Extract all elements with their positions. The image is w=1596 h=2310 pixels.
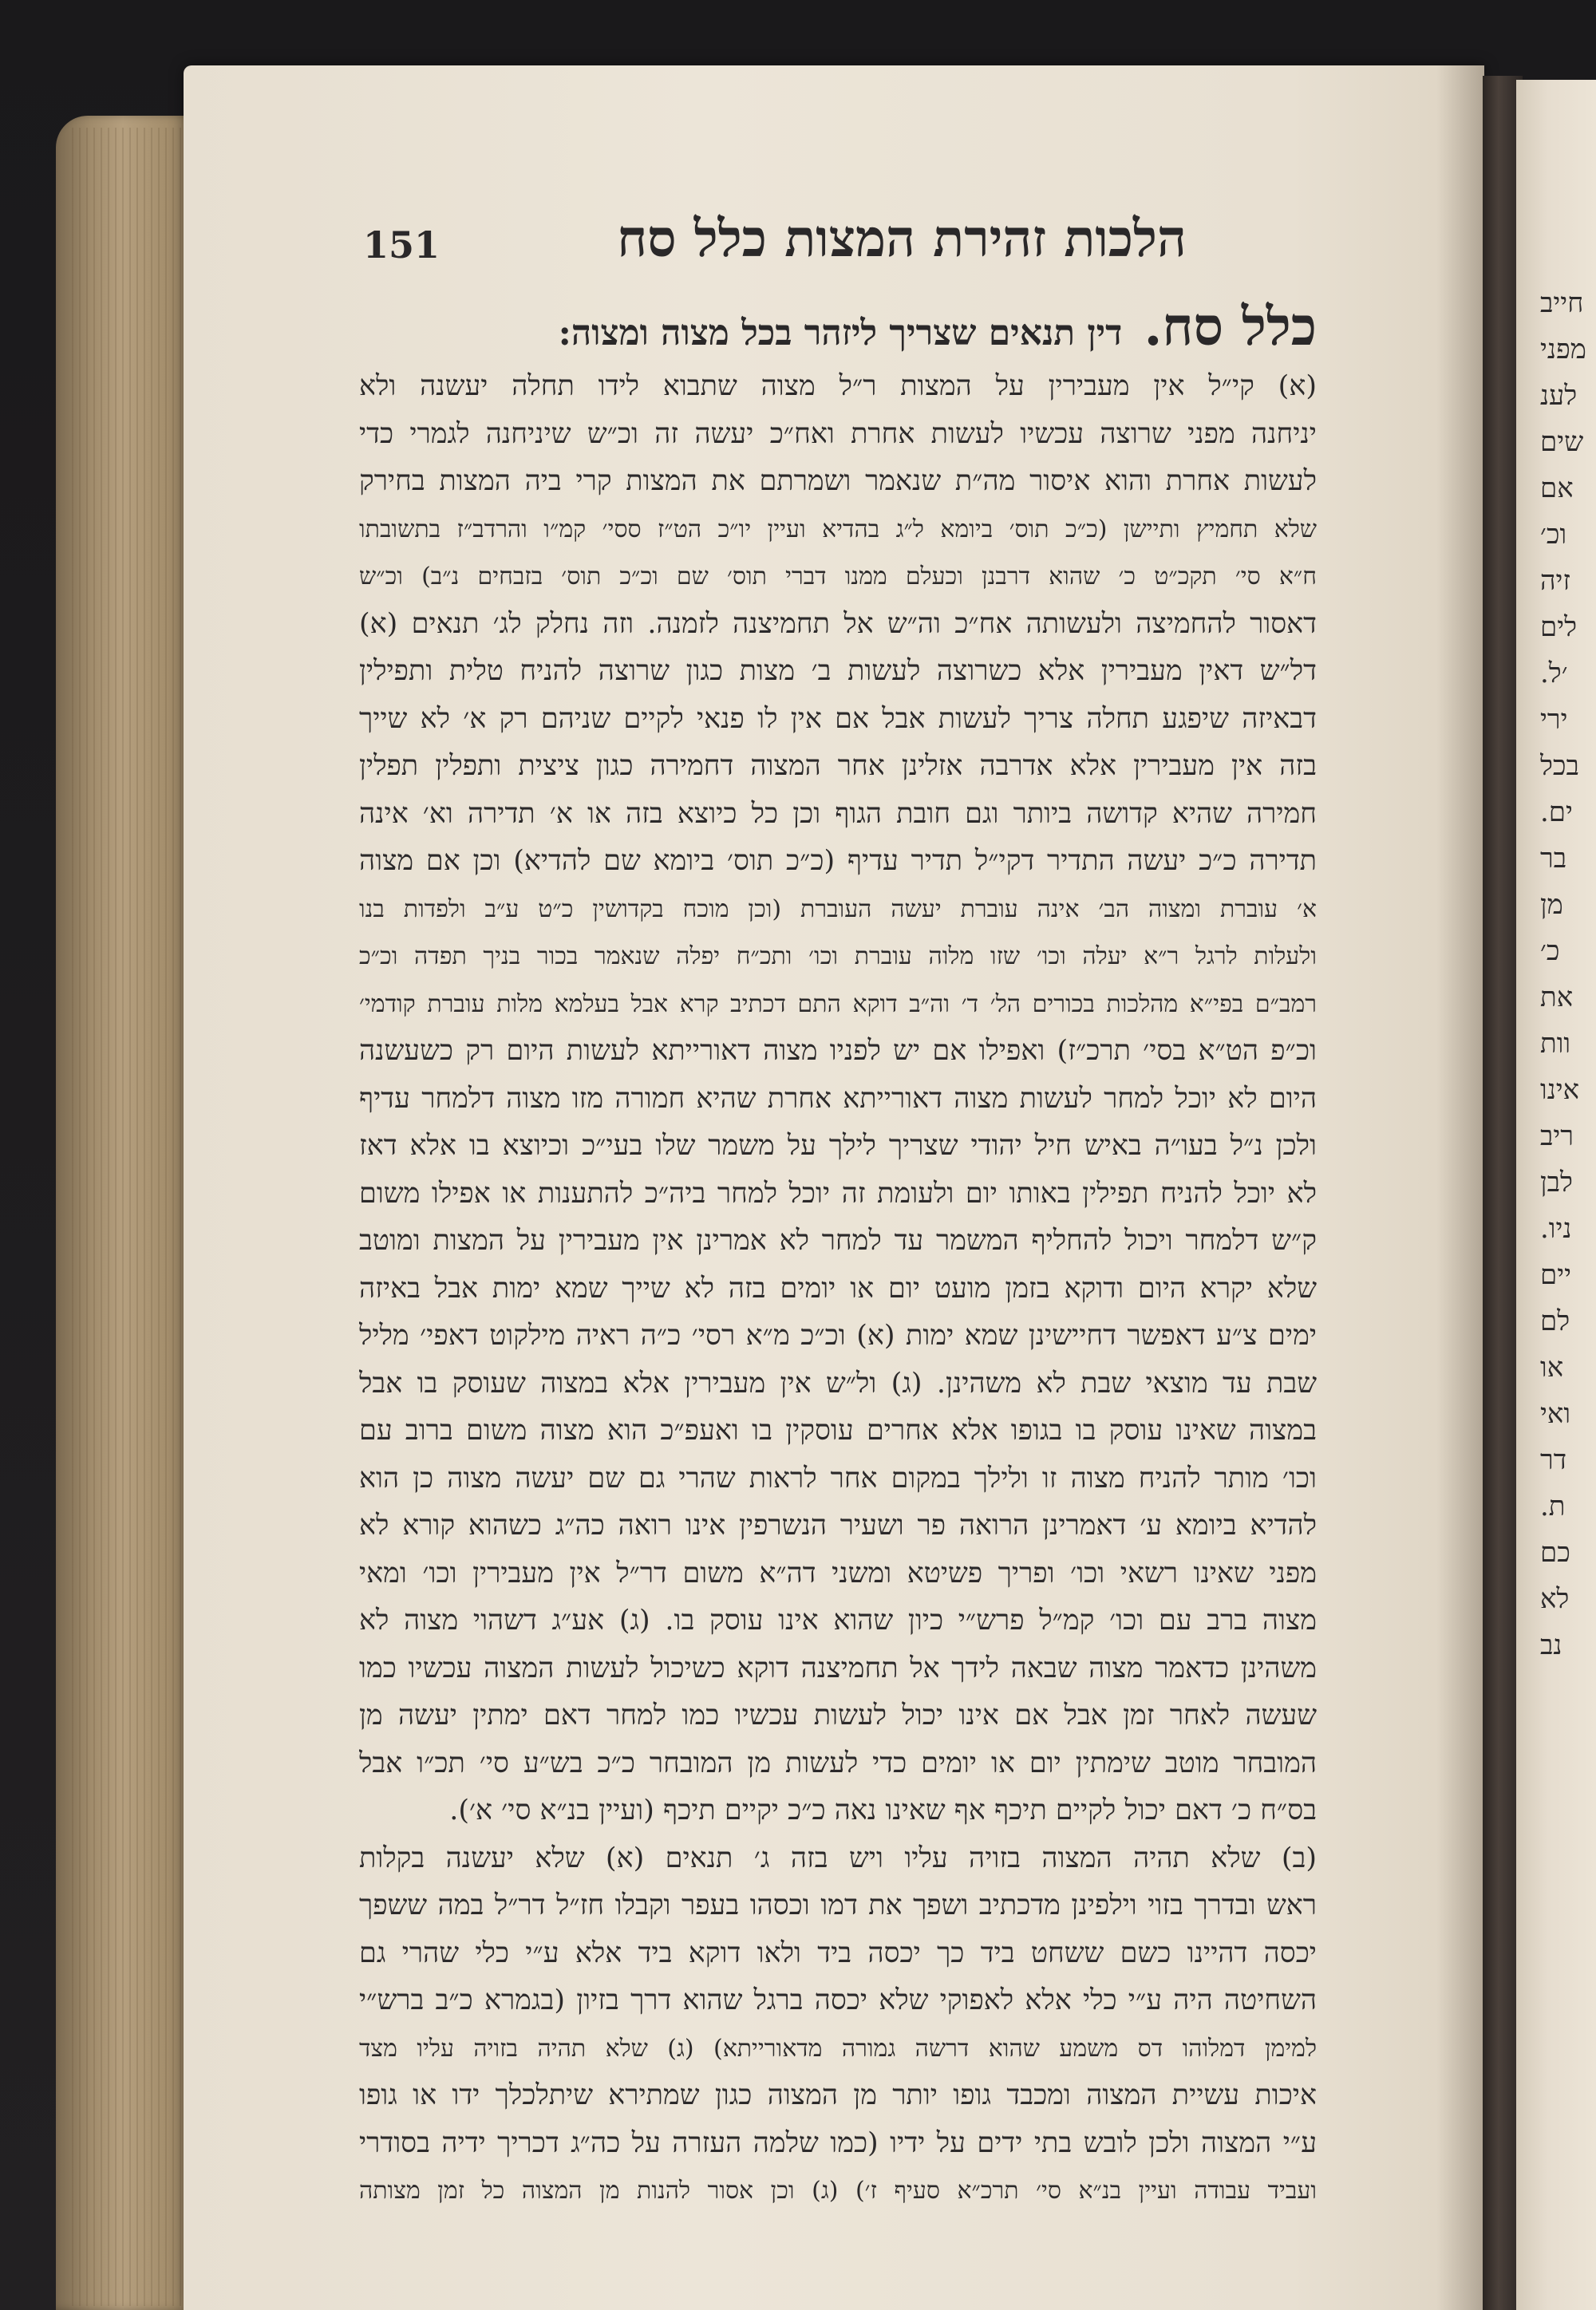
text-line: (ב) שלא תהיה המצוה בזויה עליו ויש בזה ג׳ תנאים (א) שלא יעשנה בקלות (359, 1842, 1317, 1874)
facing-page-fragment: ים. (1540, 796, 1573, 828)
text-line: דאסור להחמיצה ולעשותה אח״כ וה״ש אל תחמיצנה לזמנה. וזה נחלק לג׳ תנאים (א) (359, 607, 1317, 640)
facing-page-fragment: כם (1540, 1537, 1570, 1569)
text-line: שלא תחמיץ ותיישן (כ״כ תוס׳ ביומא ל״ג בהדיא ועיין יו״כ הט״ז ססי׳ קמ״ו והרדב״ז בתשובתו (359, 515, 1317, 543)
running-head: הלכות זהירת המצות כלל סח (617, 209, 1187, 269)
text-line: משהינן כדאמר מצוה שבאה לידך אל תחמיצנה דוקא כשיכול לעשות המצוה עכשיו כמו (359, 1652, 1317, 1684)
text-line: שעשה לאחר זמן אבל אם אינו יכול לעשות עכשיו כמו למחר דאם ימתין יעשה מן (359, 1700, 1317, 1732)
facing-page-text (1540, 287, 1596, 1676)
facing-page-fragment: לבן (1540, 1167, 1573, 1198)
chapter-subtitle: דין תנאים שצריך ליזהר בכל מצוה ומצוה: (558, 313, 1123, 353)
facing-page-fragment: וות (1540, 1028, 1571, 1060)
facing-page-fragment: ריב (1540, 1120, 1574, 1152)
facing-page-fragment: מן (1540, 889, 1563, 921)
text-line: מצוה ברב עם וכו׳ קמ״ל פרש״י כיון שהוא אינו עוסק בו. (ג) אע״ג דשהוי מצוה לא (359, 1605, 1317, 1637)
text-line: בזה אין מעבירין אלא אדרבה אזלינן אחר המצוה דחמירה כגון ציצית ותפלין תפלין (359, 750, 1317, 782)
text-line: בס״ח כ׳ דאם יכול לקיים תיכף אף שאינו נאה כ״כ יקיים תיכף (ועיין בנ״א סי׳ א׳). (449, 1795, 1317, 1826)
facing-page-fragment: לא (1540, 1583, 1570, 1615)
text-line: וכו׳ מותר להניח מצוה זו ולילך במקום אחר לראות שהרי גם שם יעשה מצוה כן הוא (359, 1462, 1317, 1495)
facing-page-fragment: וכ׳ (1540, 519, 1567, 551)
text-line: תדירה כ״כ יעשה התדיר דקי״ל תדיר עדיף (כ״כ תוס׳ ביומא שם להדיא) וכן אם מצוה (359, 845, 1317, 877)
text-line: א׳ עוברת ומצוה הב׳ אינה עוברת יעשה העוברת (וכן מוכח בקדושין כ״ט ע״ב ולפדות בנו (359, 894, 1317, 923)
text-line: איכות עשיית המצוה ומכבד גופו יותר מן המצוה כגון שמתירא שיתלכלך ידו או גופו (359, 2079, 1317, 2111)
text-line: יניחנה מפני שרוצה עכשיו לעשות אחרת ואח״כ יעשה זה וכ״ש שיניחנה לגמרי כדי (359, 417, 1317, 450)
text-line: שבת עד מוצאי שבת לא משהינן. (ג) ול״ש אין מעבירין אלא במצוה שעוסק בו אבל (359, 1367, 1317, 1400)
facing-page-fragment: ירי (1540, 704, 1568, 736)
facing-page-fragment: את (1540, 981, 1574, 1013)
facing-page-fragment: אם (1540, 472, 1574, 504)
text-line: יכסה דהיינו כשם ששחט ביד כך יכסה ביד ולאו דוקא ביד אלא ע״י כלי שהרי גם (359, 1937, 1317, 1969)
body-text (359, 363, 1317, 2215)
text-line: דל״ש דאין מעבירין אלא כשרוצה לעשות ב׳ מצות כגון שרוצה להניח טלית ותפילין (359, 655, 1317, 687)
text-line: וכ״פ הט״א בסי׳ תרכ״ז) ואפילו אם יש לפניו מצוה דאורייתא לעשות היום רק כשעשנה (359, 1035, 1317, 1067)
text-line: היום לא יוכל למחר לעשות מצוה דאורייתא אחרת שהיא חמורה מזו מצוה דלמחר עדיף (359, 1082, 1317, 1115)
text-line: השחיטה היה ע״י כלי אלא לאפוקי שלא יכסה ברגל שהוא דרך בזיון (בגמרא כ״ב ברש״י (359, 1984, 1317, 2016)
facing-page-fragment: אינו (1540, 1074, 1580, 1106)
facing-page-fragment: שים (1540, 426, 1584, 458)
text-line: להדיא ביומא ע׳ דאמרינן הרואה פר ושעיר הנשרפין אינו רואה כה״ג כשהוא קורא לא (359, 1510, 1317, 1542)
chapter-title: כלל סח. (1144, 295, 1317, 357)
text-line: ולכן נ״ל בעו״ה באיש חיל יהודי שצריך לילך על משמר שלו בעי״כ וכיוצא בו אלא דאז (359, 1130, 1317, 1162)
text-line: ימים צ״ע דאפשר דחיישינן שמא ימות (א) וכ״כ מ״א רסי׳ כ״ה ראיה מילקוט דאפי׳ מליל (359, 1320, 1317, 1352)
facing-page-fragment: ׳ל. (1540, 657, 1568, 689)
facing-page-fragment: לענ (1540, 380, 1578, 412)
facing-page-fragment: בר (1540, 843, 1567, 875)
text-line: ועביד עבודה ועיין בנ״א סי׳ תרכ״א סעיף ז׳) (ג) וכן אסור להנות מן המצוה כל זמן מצותה (359, 2177, 1317, 2205)
facing-page-fragment: זיה (1540, 565, 1570, 597)
text-line: ח״א סי׳ תקכ״ט כ׳ שהוא דרבנן וכעלם ממנו דברי תוס׳ שם וכ״כ תוס׳ בזבחים נ״ב) וכ״ש (359, 563, 1317, 590)
facing-page-fragment: או (1540, 1352, 1564, 1384)
facing-page-fragment: כ׳ (1540, 935, 1560, 967)
text-line: המובחר מוטב שימתין יום או יומים כדי לעשות מן המובחר כ״כ בש״ע סי׳ תכ״ו אבל (359, 1747, 1317, 1779)
chapter-heading (447, 295, 1317, 358)
text-line: שלא יקרא היום ודוקא בזמן מועט יום או יומים בזה לא שייך שמא ימות אבל באיזה (359, 1272, 1317, 1305)
facing-page-fragment: לם (1540, 1305, 1570, 1337)
text-line: ולעלות לרגל ר״א יעלה וכו׳ שזו מלוה עוברת וכו׳ ותכ״ח יפלה שנאמר בכור בניך תפדה וכ״כ (359, 942, 1317, 970)
facing-page-fragment: בכל (1540, 750, 1579, 782)
text-line: (א) קי״ל אין מעבירין על המצות ר״ל מצוה שתבוא לידו תחלה יעשנה ולא (359, 370, 1317, 402)
facing-page-fragment: לים (1540, 611, 1578, 643)
facing-page-fragment: מפני (1540, 334, 1586, 365)
text-line: לא יוכל להניח תפילין באותו יום ולעומת זה יוכל למחר ביה״כ להתענות או אפילו משום (359, 1177, 1317, 1210)
text-line: חמירה שהיא קדושה ביותר וגם חובת הגוף וכן כל כיוצא בזה או א׳ תדירה וא׳ אינה (359, 797, 1317, 830)
text-line: ע״י המצוה ולכן לובש בתי ידים על ידיו (כמו שלמה העזרה על כה״ג דכריך ידיה בסודרי (359, 2126, 1317, 2159)
text-line: ראש ובדרך בזוי וילפינן מדכתיב ושפך את דמו וכסהו בעפר וקבלו חז״ל דר״ל במה ששפך (359, 1889, 1317, 1921)
facing-page-fragment: ואי (1540, 1398, 1571, 1430)
facing-page-fragment: יים (1540, 1259, 1572, 1291)
facing-page-fragment: נב (1540, 1629, 1562, 1661)
text-line: במצוה שאינו עוסק בו בגופו אלא אחרים עוסקין בו ואעפ״כ הוא מצוה משום ברוב עם (359, 1415, 1317, 1447)
page-number: 151 (363, 223, 440, 267)
facing-page-fragment: ניו. (1540, 1213, 1572, 1245)
text-line: דבאיזה שיפגע תחלה צריך לעשות אבל אם אין לו פנאי לקיים שניהם רק א׳ לא שייך (359, 702, 1317, 735)
text-line: לעשות אחרת והוא איסור מה״ת שנאמר ושמרתם את המצות קרי ביה המצות בחירק (359, 465, 1317, 497)
text-line: למימן דמלוהו דס משמע שהוא דרשה גמורה מדאורייתא) (ג) שלא תהיה בזויה עליו מצד (359, 2034, 1317, 2063)
facing-page-fragment: חייב (1540, 287, 1584, 319)
text-line: מפני שאינו רשאי וכו׳ ופריך פשיטא ומשני דה״א משום דר״ל אין מעבירין וכו׳ ומאי (359, 1557, 1317, 1589)
text-line: רמב״ם בפי״א מהלכות בכורים הל׳ ד׳ וה״ב דוקא התם דכתיב קרא אבל בעלמא מלות עוברת קודמי׳ (359, 989, 1317, 1018)
facing-page-fragment: ת. (1540, 1491, 1566, 1522)
text-line: ק״ש דלמחר ויכול להחליף המשמר עד למחר לא אמרינן אין מעבירין על המצות ומוטב (359, 1225, 1317, 1257)
facing-page-fragment: דר (1540, 1444, 1567, 1476)
